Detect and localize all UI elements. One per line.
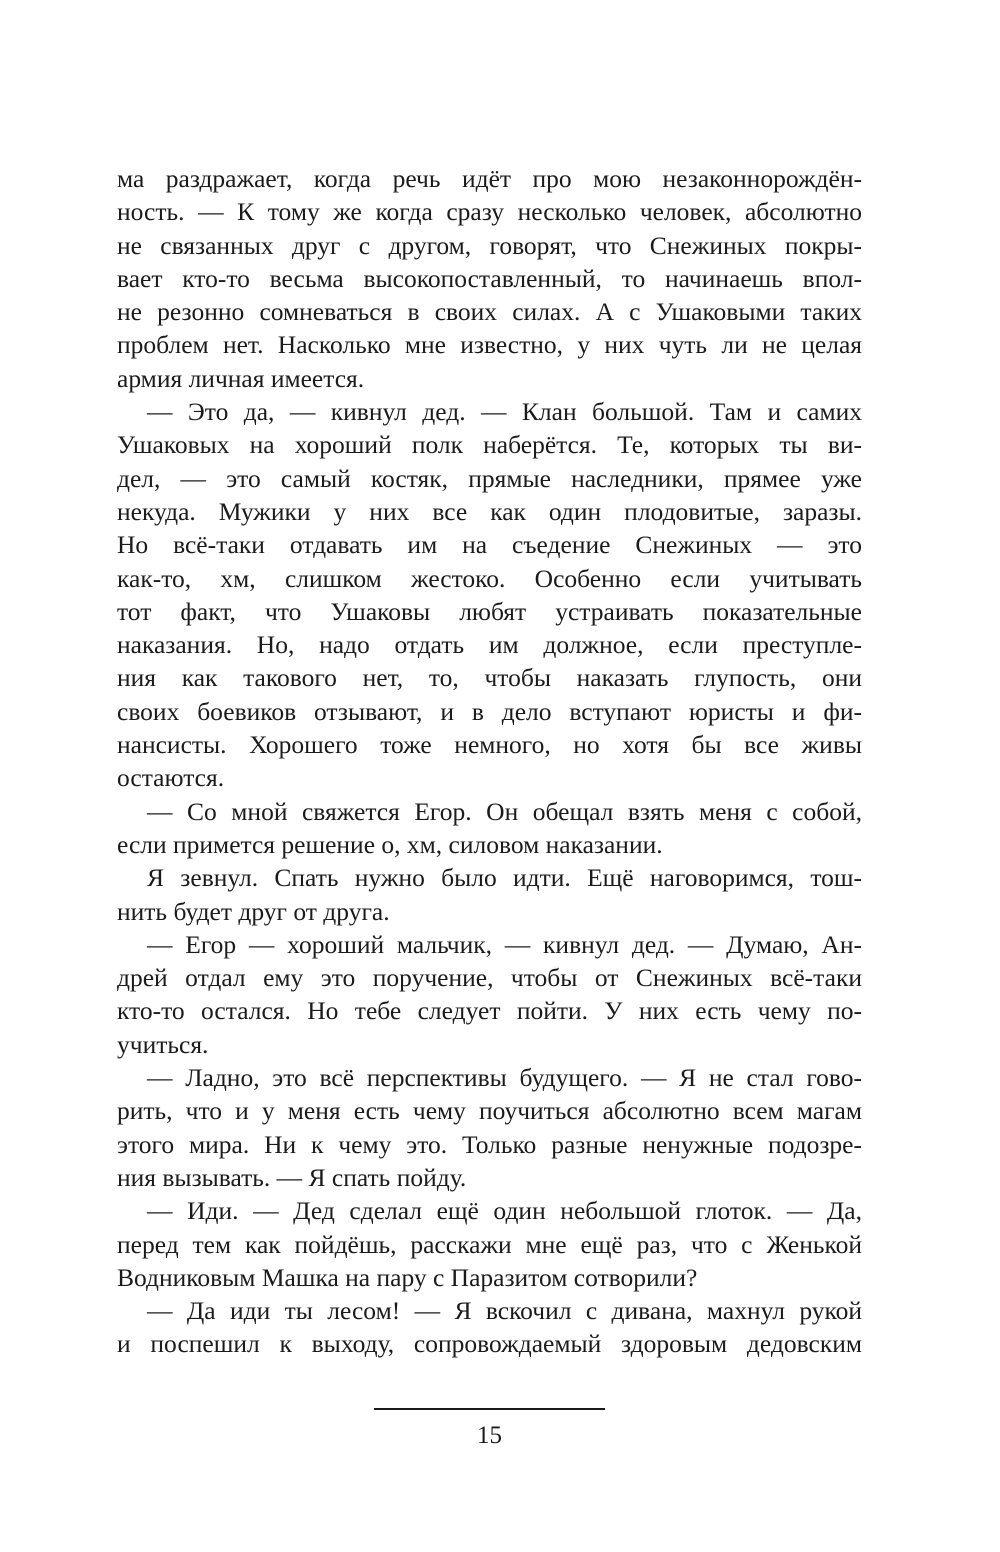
text-line: — Со мной свяжется Егор. Он обещал взять меня с собой,	[147, 796, 862, 826]
text-line: — Это да, — кивнул дед. — Клан большой. Там и самих	[147, 397, 862, 427]
text-line: остаются.	[117, 763, 225, 793]
text-line: армия личная имеется.	[117, 363, 365, 393]
text-line: наказания. Но, надо отдать им должное, если преступле-	[117, 630, 862, 660]
text-line: рить, что и у меня есть чему поучиться абсолютно всем магам	[117, 1096, 862, 1126]
text-line: как-то, хм, слишком жестоко. Особенно если учитывать	[117, 563, 862, 593]
text-line: ма раздражает, когда речь идёт про мою незаконнорождён-	[117, 164, 862, 193]
text-line: — Да иди ты лесом! — Я вскочил с дивана, махнул рукой	[147, 1296, 862, 1326]
text-line: Но всё-таки отдавать им на съедение Снежиных — это	[117, 530, 862, 560]
text-line: перед тем как пойдёшь, расскажи мне ещё раз, что с Женькой	[117, 1229, 862, 1259]
text-line: не связанных друг с другом, говорят, что Снежиных покры-	[117, 230, 862, 260]
text-line: своих боевиков отзывают, и в дело вступают юристы и фи-	[117, 696, 862, 726]
text-line: дрей отдал ему это поручение, чтобы от Снежиных всё-таки	[117, 963, 862, 993]
text-line: кто-то остался. Но тебе следует пойти. У них есть чему по-	[117, 996, 862, 1026]
page-number: 15	[477, 1422, 502, 1449]
text-line: — Егор — хороший мальчик, — кивнул дед. — Думаю, Ан-	[147, 929, 862, 959]
text-line: этого мира. Ни к чему это. Только разные ненужные подозре-	[117, 1129, 862, 1159]
text-line: ность. — К тому же когда сразу несколько человек, абсолютно	[117, 197, 862, 227]
text-line: ния как такового нет, то, чтобы наказать глупость, они	[117, 663, 862, 693]
text-line: проблем нет. Насколько мне известно, у них чуть ли не целая	[117, 330, 862, 360]
text-line: если примется решение о, хм, силовом наказании.	[117, 829, 663, 859]
text-line: Я зевнул. Спать нужно было идти. Ещё наговоримся, тош-	[147, 863, 862, 893]
text-line: — Иди. — Дед сделал ещё один небольшой глоток. — Да,	[147, 1196, 862, 1226]
text-line: ния вызывать. — Я спать пойду.	[117, 1162, 467, 1192]
page-footer	[117, 1408, 862, 1450]
text-line: — Ладно, это всё перспективы будущего. — Я не стал гово-	[147, 1063, 862, 1093]
text-line: и поспешил к выходу, сопровождаемый здоровым дедовским	[117, 1329, 862, 1359]
text-line: нансисты. Хорошего тоже немного, но хотя бы все живы	[117, 730, 862, 760]
text-line: дел, — это самый костяк, прямые наследники, прямее уже	[117, 463, 862, 493]
text-line: некуда. Мужики у них все как один плодовитые, заразы.	[117, 496, 862, 526]
text-block	[117, 162, 862, 1361]
text-line: Водниковым Машка на пару с Паразитом сотворили?	[117, 1262, 698, 1292]
text-line: вает кто-то весьма высокопоставленный, то начинаешь впол-	[117, 263, 862, 293]
text-line: Ушаковых на хороший полк наберётся. Те, которых ты ви-	[117, 430, 862, 460]
text-line: не резонно сомневаться в своих силах. А с Ушаковыми таких	[117, 297, 862, 327]
text-line: нить будет друг от друга.	[117, 896, 390, 926]
text-line: учиться.	[117, 1029, 209, 1059]
footer-divider	[374, 1408, 605, 1410]
text-line: тот факт, что Ушаковы любят устраивать показательные	[117, 596, 862, 626]
